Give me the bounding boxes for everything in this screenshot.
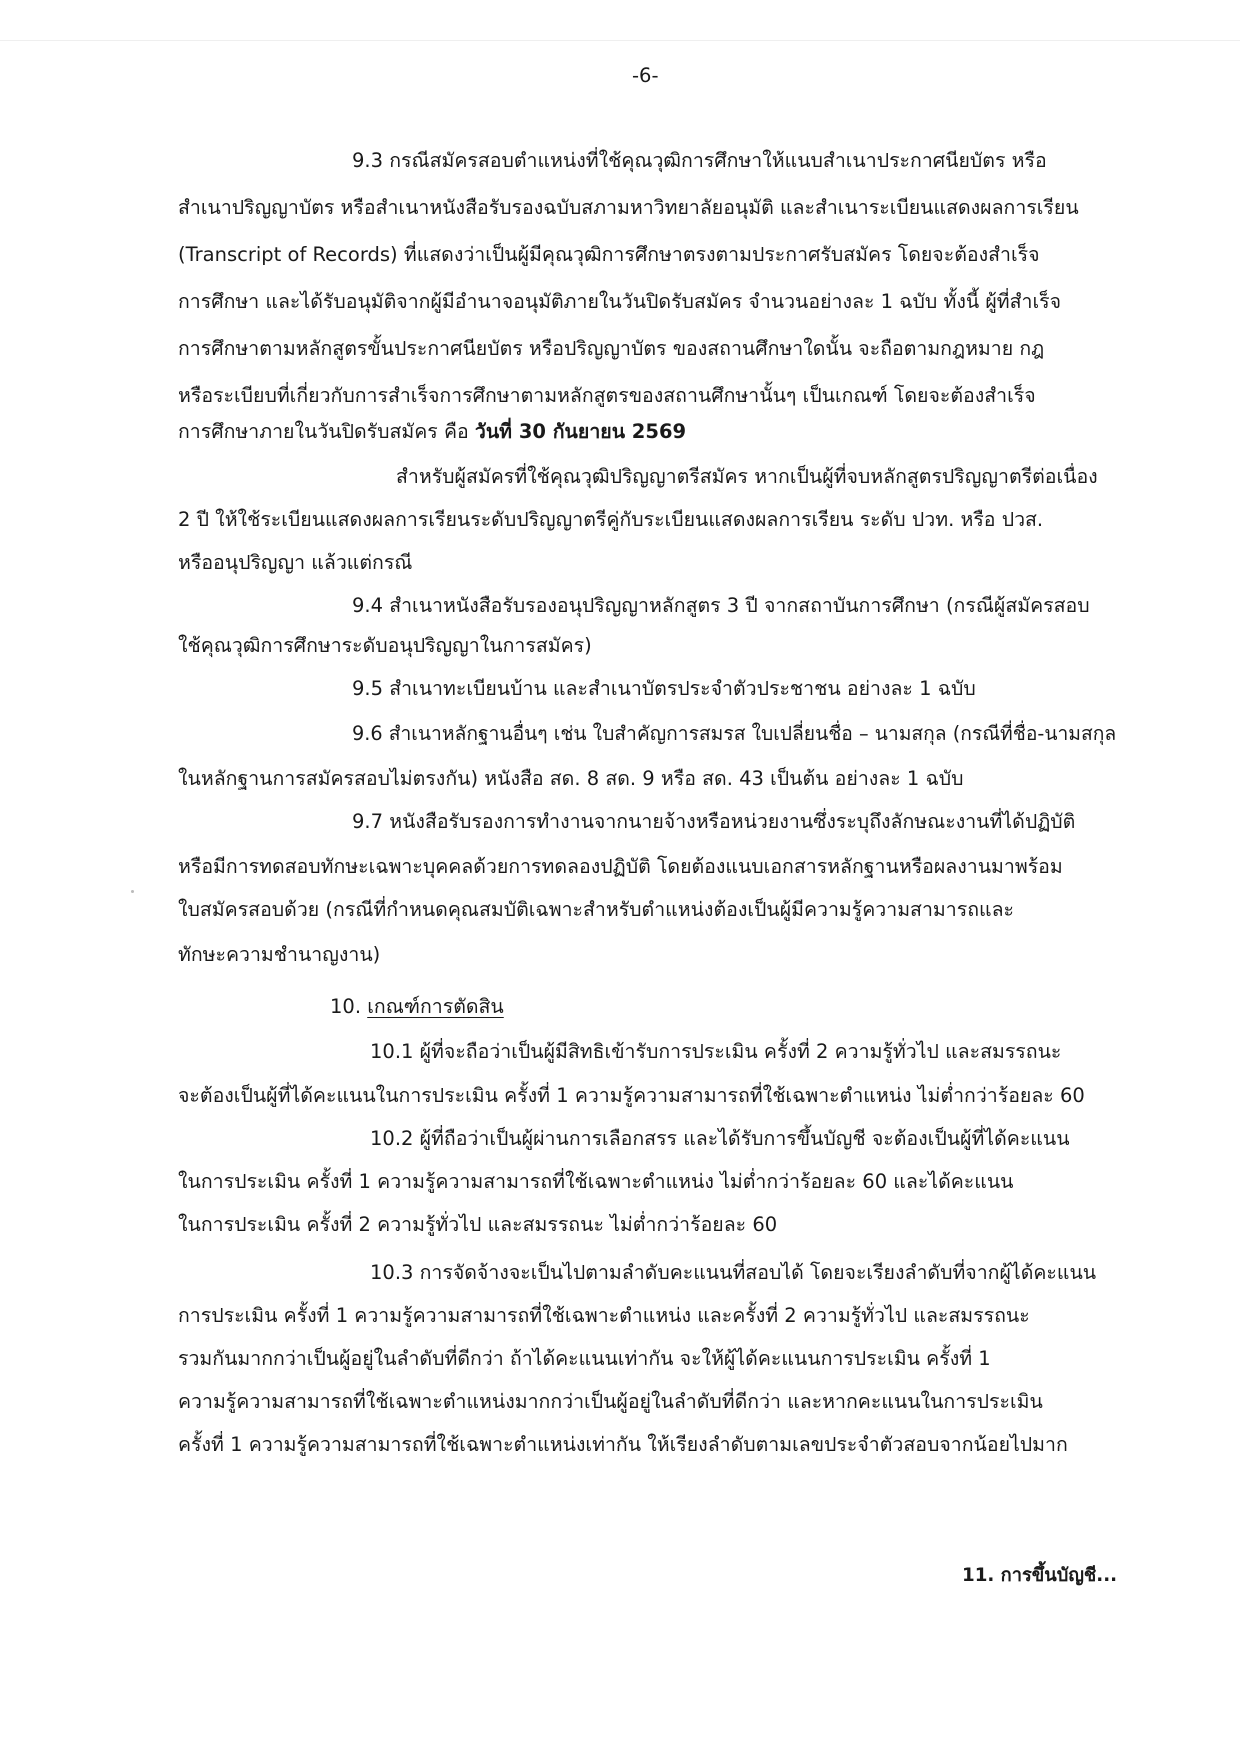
s97-line-3: ใบสมัครสอบด้วย (กรณีที่กำหนดคุณสมบัติเฉพาะสำหรับตำแหน่งต้องเป็นผู้มีความรู้ความสามารถและ [178,898,1014,921]
scan-speck [131,890,134,893]
s10-number: 10. [330,995,368,1018]
s103-line-1: 10.3 การจัดจ้างจะเป็นไปตามลำดับคะแนนที่สอบได้ โดยจะเรียงลำดับที่จากผู้ได้คะแนน [370,1261,1097,1284]
s97-line-4: ทักษะความชำนาญงาน) [178,943,381,966]
page-number: -6- [632,64,659,87]
s96-line-1: 9.6 สำเนาหลักฐานอื่นๆ เช่น ใบสำคัญการสมรส ใบเปลี่ยนชื่อ – นามสกุล (กรณีที่ชื่อ-นามสกุล [352,722,1117,745]
s96-line-2: ในหลักฐานการสมัครสอบไม่ตรงกัน) หนังสือ สด. 8 สด. 9 หรือ สด. 43 เป็นต้น อย่างละ 1 ฉบับ [178,767,964,790]
s97-line-1: 9.7 หนังสือรับรองการทำงานจากนายจ้างหรือหน่วยงานซึ่งระบุถึงลักษณะงานที่ได้ปฏิบัติ [352,810,1076,833]
s95-line-1: 9.5 สำเนาทะเบียนบ้าน และสำเนาบัตรประจำตัวประชาชน อย่างละ 1 ฉบับ [352,677,976,700]
s94-line-1: 9.4 สำเนาหนังสือรับรองอนุปริญญาหลักสูตร 3 ปี จากสถาบันการศึกษา (กรณีผู้สมัครสอบ [352,594,1090,617]
s93-line-5: การศึกษาตามหลักสูตรขั้นประกาศนียบัตร หรือปริญญาบัตร ของสถานศึกษาใดนั้น จะถือตามกฎหมาย กฎ [178,337,1045,360]
s93-line-1: 9.3 กรณีสมัครสอบตำแหน่งที่ใช้คุณวุฒิการศึกษาให้แนบสำเนาประกาศนียบัตร หรือ [352,149,1047,172]
s93-line-6: หรือระเบียบที่เกี่ยวกับการสำเร็จการศึกษาตามหลักสูตรของสถานศึกษานั้นๆ เป็นเกณฑ์ โดยจะต้องสำเร็จ [178,384,1036,407]
s94-line-2: ใช้คุณวุฒิการศึกษาระดับอนุปริญญาในการสมัคร) [178,634,592,657]
s103-line-5: ครั้งที่ 1 ความรู้ความสามารถที่ใช้เฉพาะตำแหน่งเท่ากัน ให้เรียงลำดับตามเลขประจำตัวสอบจากน้อยไปมาก [178,1433,1068,1456]
s93-line-4: การศึกษา และได้รับอนุมัติจากผู้มีอำนาจอนุมัติภายในวันปิดรับสมัคร จำนวนอย่างละ 1 ฉบับ ทั้งนี้ ผู้ที่สำเร็จ [178,290,1062,313]
s97-line-2: หรือมีการทดสอบทักษะเฉพาะบุคคลด้วยการทดลองปฏิบัติ โดยต้องแนบเอกสารหลักฐานหรือผลงานมาพร้อม [178,855,1063,878]
s93-line-8: สำหรับผู้สมัครที่ใช้คุณวุฒิปริญญาตรีสมัคร หากเป็นผู้ที่จบหลักสูตรปริญญาตรีต่อเนื่อง [396,465,1098,488]
s103-line-2: การประเมิน ครั้งที่ 1 ความรู้ความสามารถที่ใช้เฉพาะตำแหน่ง และครั้งที่ 2 ความรู้ทั่วไป และสมรรถนะ [178,1304,1030,1327]
s10-heading-text: เกณฑ์การตัดสิน [367,995,504,1018]
s93-line-7-text: การศึกษาภายในวันปิดรับสมัคร คือ [178,420,475,443]
s101-line-2: จะต้องเป็นผู้ที่ได้คะแนนในการประเมิน ครั้งที่ 1 ความรู้ความสามารถที่ใช้เฉพาะตำแหน่ง ไม่ต่ำกว่าร้อยละ 60 [178,1084,1085,1107]
s10-heading [330,995,504,1019]
s103-line-4: ความรู้ความสามารถที่ใช้เฉพาะตำแหน่งมากกว่าเป็นผู้อยู่ในลำดับที่ดีกว่า และหากคะแนนในการประเมิน [178,1390,1043,1413]
s102-line-3: ในการประเมิน ครั้งที่ 2 ความรู้ทั่วไป และสมรรถนะ ไม่ต่ำกว่าร้อยละ 60 [178,1213,778,1236]
s93-line-10: หรืออนุปริญญา แล้วแต่กรณี [178,551,413,574]
continuation-marker: 11. การขึ้นบัญชี... [962,1565,1118,1586]
closing-date: วันที่ 30 กันยายน 2569 [474,420,687,443]
s93-line-3: (Transcript of Records) ที่แสดงว่าเป็นผู้มีคุณวุฒิการศึกษาตรงตามประกาศรับสมัคร โดยจะต้องสำเร็จ [178,243,1040,266]
s93-line-9: 2 ปี ให้ใช้ระเบียนแสดงผลการเรียนระดับปริญญาตรีคู่กับระเบียนแสดงผลการเรียน ระดับ ปวท. หรือ ปวส. [178,508,1044,531]
s101-line-1: 10.1 ผู้ที่จะถือว่าเป็นผู้มีสิทธิเข้ารับการประเมิน ครั้งที่ 2 ความรู้ทั่วไป และสมรรถนะ [370,1040,1062,1063]
s102-line-2: ในการประเมิน ครั้งที่ 1 ความรู้ความสามารถที่ใช้เฉพาะตำแหน่ง ไม่ต่ำกว่าร้อยละ 60 และได้คะแนน [178,1170,1014,1193]
scan-edge-line [0,40,1240,41]
s93-line-7 [178,420,686,444]
s93-line-2: สำเนาปริญญาบัตร หรือสำเนาหนังสือรับรองฉบับสภามหาวิทยาลัยอนุมัติ และสำเนาระเบียนแสดงผลการเรียน [178,196,1079,219]
s103-line-3: รวมกันมากกว่าเป็นผู้อยู่ในลำดับที่ดีกว่า ถ้าได้คะแนนเท่ากัน จะให้ผู้ได้คะแนนการประเมิน ครั้งที่ 1 [178,1347,991,1370]
s102-line-1: 10.2 ผู้ที่ถือว่าเป็นผู้ผ่านการเลือกสรร และได้รับการขึ้นบัญชี จะต้องเป็นผู้ที่ได้คะแนน [370,1127,1070,1150]
